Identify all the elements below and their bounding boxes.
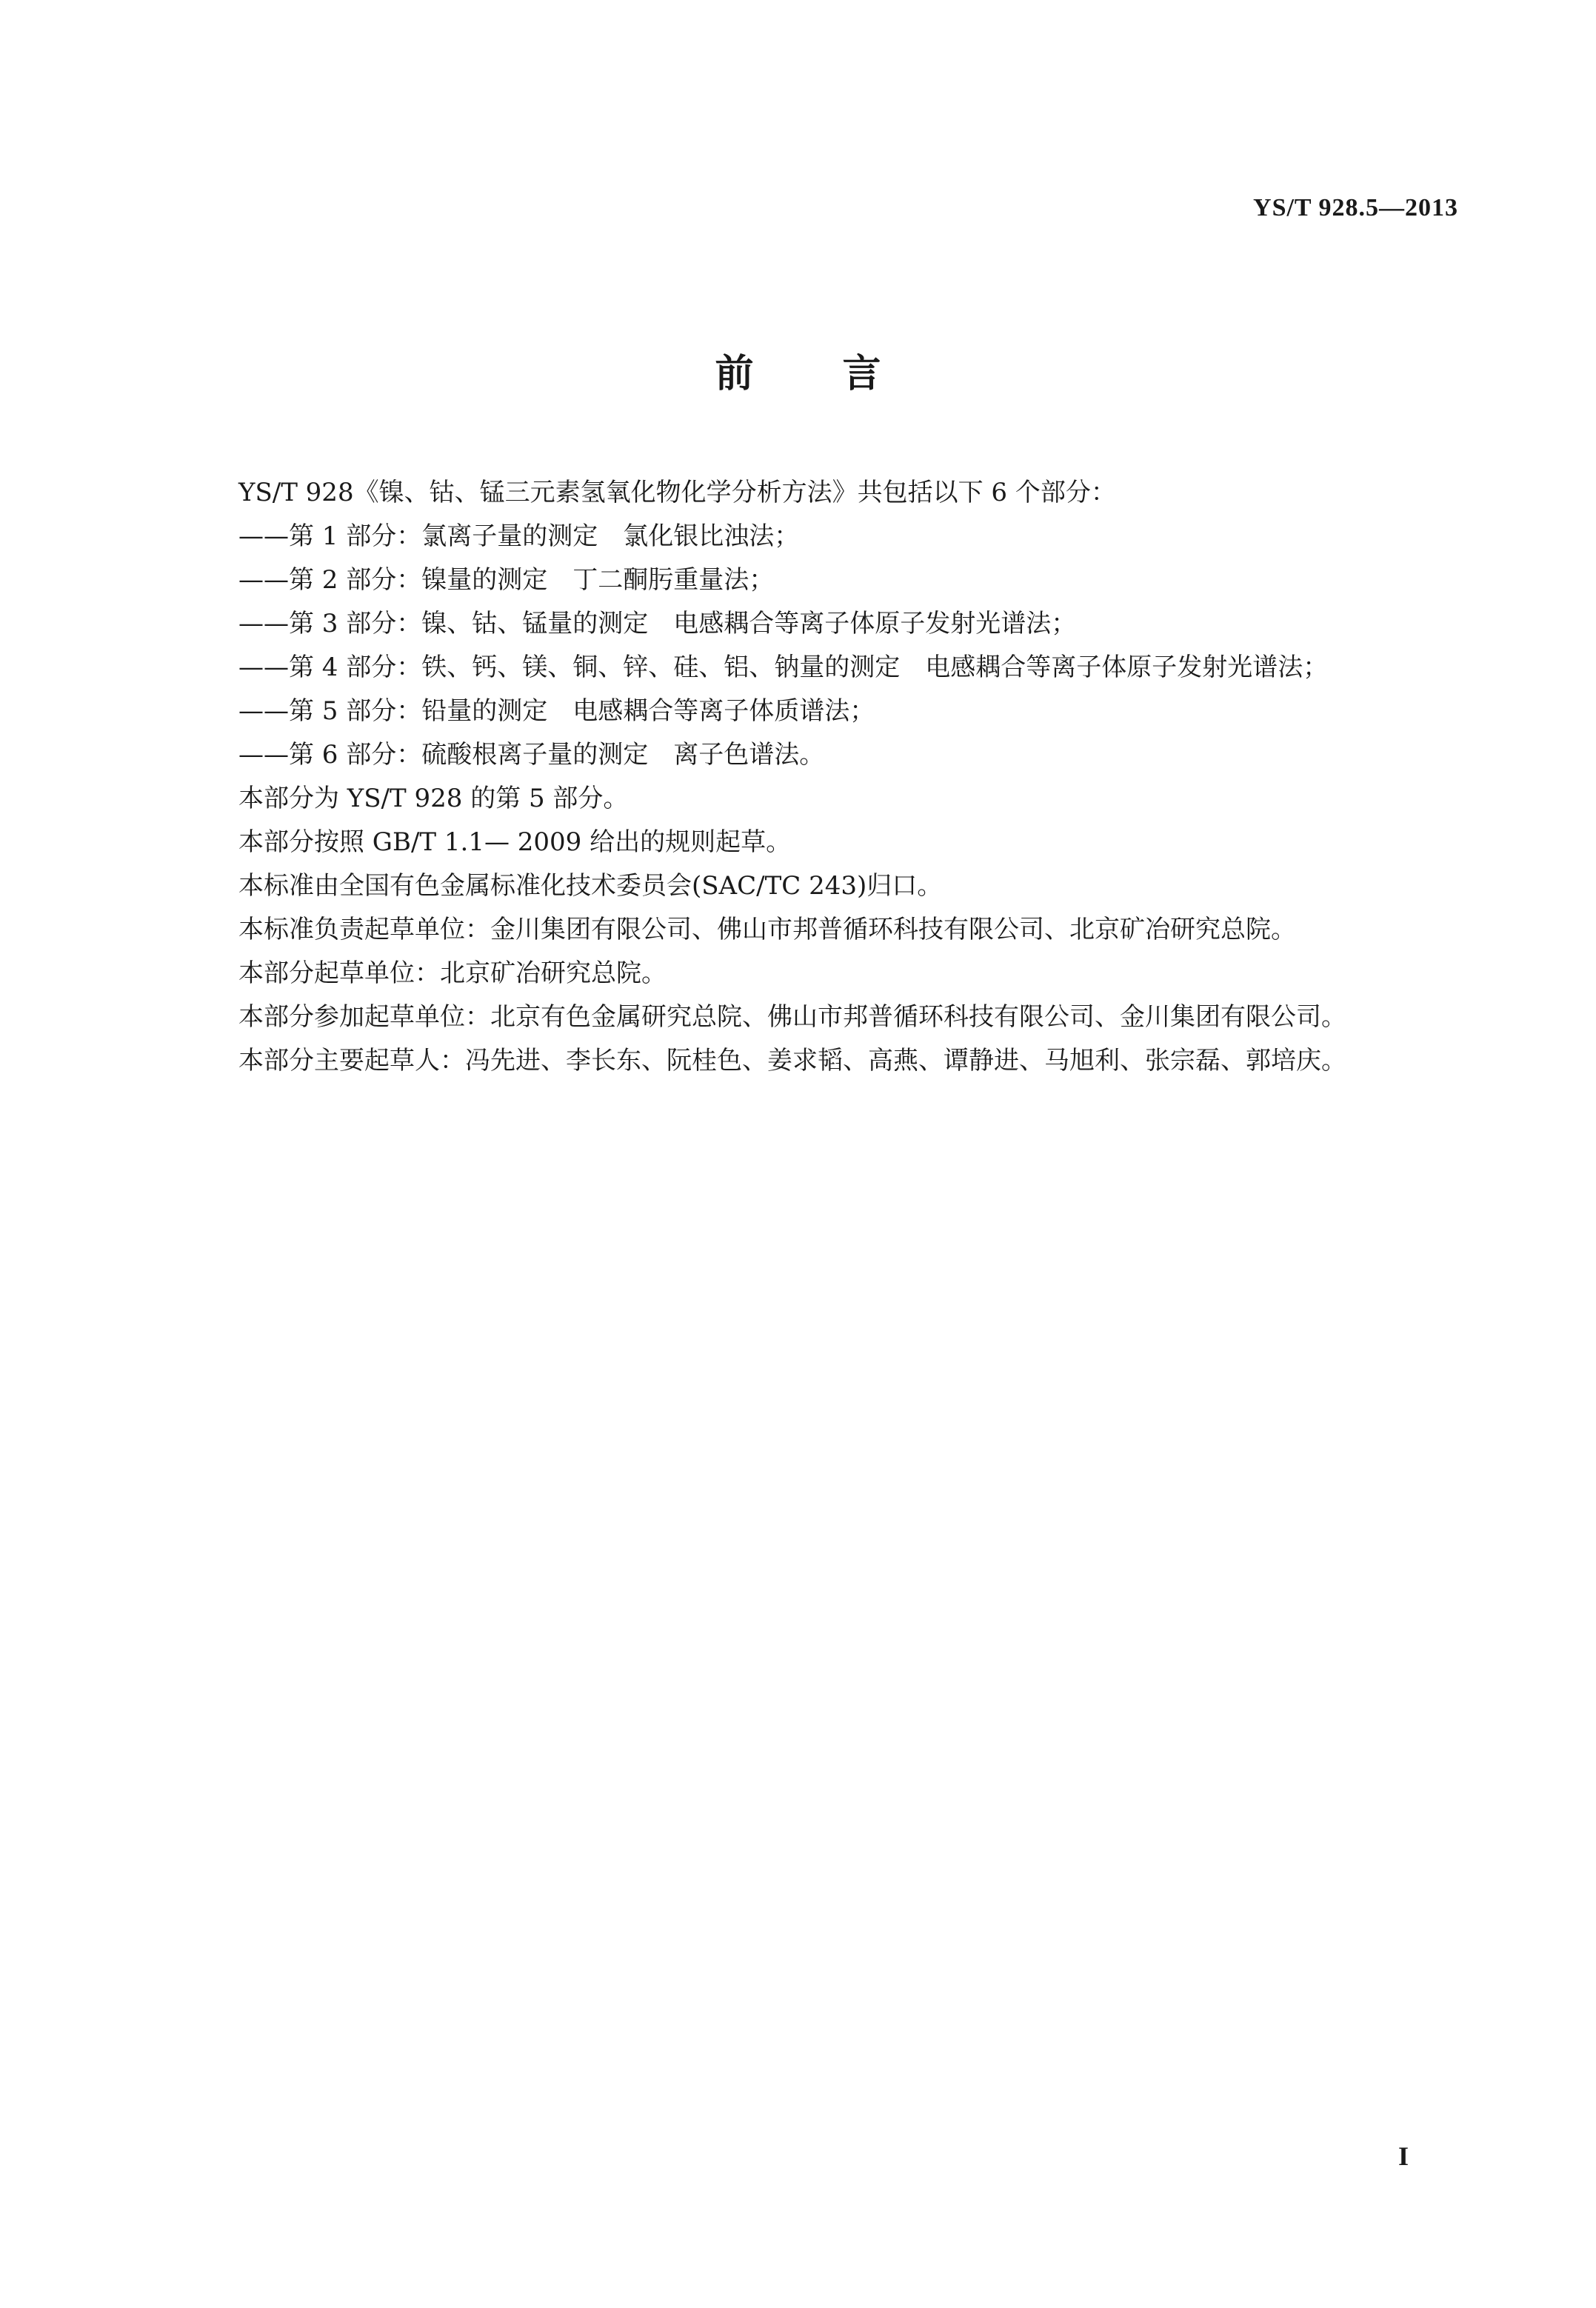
- statement-participating-units: 本部分参加起草单位：北京有色金属研究总院、佛山市邦普循环科技有限公司、金川集团有限公司。: [238, 1002, 1346, 1032]
- standard-code: YS/T 928.5—2013: [1253, 194, 1458, 221]
- part-item-1: ——第 1 部分：氯离子量的测定 氯化银比浊法；: [238, 521, 800, 551]
- page-number: I: [1398, 2141, 1409, 2171]
- statement-drafting-rules: 本部分按照 GB/T 1.1— 2009 给出的规则起草。: [238, 827, 792, 857]
- part-item-6: ——第 6 部分：硫酸根离子量的测定 离子色谱法。: [238, 740, 825, 770]
- part-item-4: ——第 4 部分：铁、钙、镁、铜、锌、硅、铝、钠量的测定 电感耦合等离子体原子发射光谱法；: [238, 653, 1329, 682]
- statement-part-number: 本部分为 YS/T 928 的第 5 部分。: [238, 784, 629, 813]
- part-item-5: ——第 5 部分：铅量的测定 电感耦合等离子体质谱法；: [238, 696, 875, 726]
- statement-drafting-unit: 本部分起草单位：北京矿冶研究总院。: [238, 958, 667, 988]
- statement-committee: 本标准由全国有色金属标准化技术委员会(SAC/TC 243)归口。: [238, 871, 943, 901]
- foreword-body: [238, 471, 1483, 1083]
- part-item-2: ——第 2 部分：镍量的测定 丁二酮肟重量法；: [238, 565, 775, 595]
- intro-paragraph: YS/T 928《镍、钴、锰三元素氢氧化物化学分析方法》共包括以下 6 个部分：: [238, 478, 1116, 507]
- statement-drafters: 本部分主要起草人：冯先进、李长东、阮桂色、姜求韬、高燕、谭静进、马旭利、张宗磊、郭培庆。: [238, 1046, 1346, 1075]
- part-item-3: ——第 3 部分：镍、钴、锰量的测定 电感耦合等离子体原子发射光谱法；: [238, 609, 1077, 638]
- page-title: 前言: [715, 352, 970, 396]
- statement-responsible-units: 本标准负责起草单位：金川集团有限公司、佛山市邦普循环科技有限公司、北京矿冶研究总院。: [238, 915, 1296, 944]
